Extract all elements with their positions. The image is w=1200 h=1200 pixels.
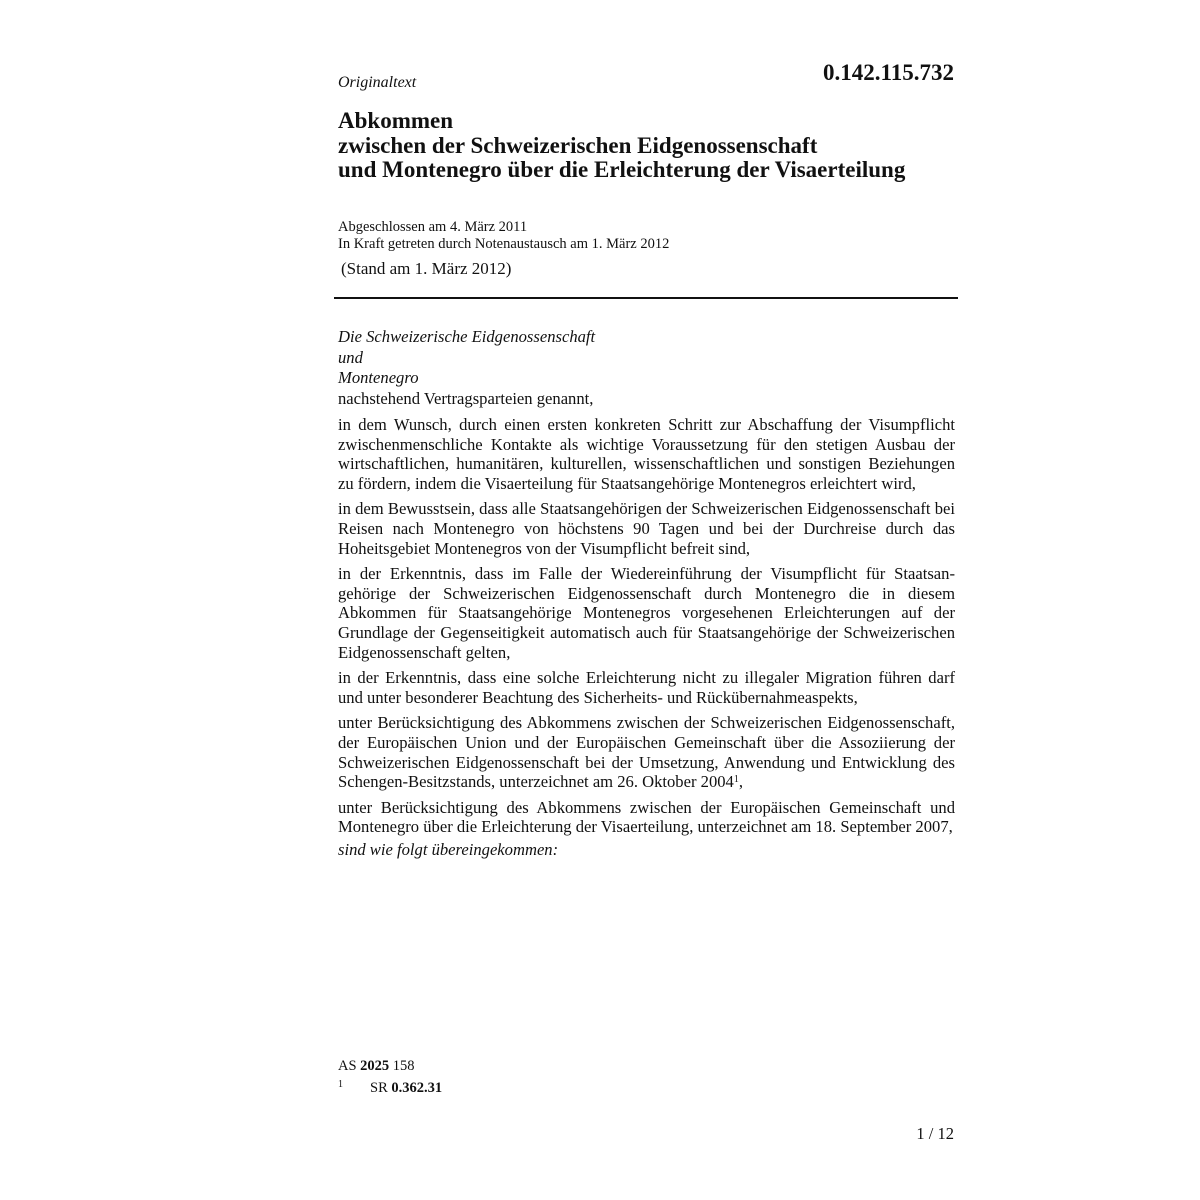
recital-1: in dem Wunsch, durch einen ersten konkreten Schritt zur Abschaffung der Visumpflicht zwischenmenschliche Kontakte als wichtige Voraussetzung für den stetigen Ausbau der wirtschaftlichen, humanitären, kulturellen, wissenschaftlichen und sonstigen Beziehungen zu fördern, indem die Visaerteilung für Staatsangehörige Montenegros erleichtert wird, bbox=[338, 415, 955, 493]
as-page: 158 bbox=[392, 1058, 415, 1074]
official-collection-reference bbox=[338, 1058, 415, 1075]
parties-designation: nachstehend Vertragsparteien genannt, bbox=[338, 388, 594, 408]
as-prefix: AS bbox=[338, 1058, 357, 1074]
footnote-1 bbox=[338, 1079, 442, 1097]
concluded-date: Abgeschlossen am 4. März 2011 bbox=[338, 219, 528, 235]
footnote-mark: 1 bbox=[338, 1079, 343, 1090]
title-line-1: Abkommen bbox=[338, 108, 454, 133]
recital-4: in der Erkenntnis, dass eine solche Erleichterung nicht zu illegaler Migration führen darf und unter besonderer Beachtung des Sicherheits- und Rückübernahmeaspekts, bbox=[338, 668, 955, 707]
recital-6: unter Berücksichtigung des Abkommens zwischen der Europäischen Gemeinschaft und Montenegro über die Erleichterung der Visaerteilung, unterzeichnet am 18. September 2007, bbox=[338, 797, 955, 837]
status-date: (Stand am 1. März 2012) bbox=[341, 259, 512, 278]
party-montenegro: Montenegro bbox=[338, 368, 419, 387]
party-conjunction: und bbox=[338, 347, 363, 367]
party-switzerland: Die Schweizerische Eidgenossenschaft bbox=[338, 327, 596, 346]
page-number: 1 / 12 bbox=[916, 1124, 954, 1143]
title-line-2: zwischen der Schweizerischen Eidgenossenschaft bbox=[338, 132, 818, 158]
recital-5-tail: , bbox=[738, 772, 743, 792]
recital-2: in dem Bewusstsein, dass alle Staatsangehörigen der Schweizerischen Eidgenossenschaft bei Reisen nach Montenegro von höchstens 90 Tagen und bei der Durchreise durch das Hoheitsgebiet Montenegros von der Visumpflicht befreit sind, bbox=[338, 499, 955, 558]
contracting-parties bbox=[338, 327, 955, 409]
document-meta bbox=[338, 219, 669, 252]
header-divider bbox=[334, 297, 958, 299]
recital-5 bbox=[338, 713, 955, 791]
closing-formula: sind wie folgt übereingekommen: bbox=[338, 839, 559, 859]
footnote-sr-number: 0.362.31 bbox=[391, 1080, 443, 1096]
footnote-reference[interactable]: 1 bbox=[733, 774, 739, 786]
preamble bbox=[338, 327, 955, 859]
sr-number: 0.142.115.732 bbox=[823, 60, 954, 85]
in-force-date: In Kraft getreten durch Notenaustausch am 1. März 2012 bbox=[338, 235, 670, 252]
recital-5-text: unter Berücksichtigung des Abkommens zwischen der Schweizerischen Eidgenossenschaft, der Europäischen Union und der Europäischen Gemeinschaft über die Assoziierung der Schweizerischen Eidgenossenschaft bei der Umsetzung, Anwendung und Entwicklung des Schengen-Besitzstands, unterzeichnet am 26. Oktober 2004 bbox=[338, 713, 955, 792]
as-year: 2025 bbox=[360, 1058, 390, 1074]
footnote-prefix: SR bbox=[370, 1080, 388, 1096]
document-title bbox=[338, 109, 978, 183]
title-line-3: und Montenegro über die Erleichterung der Visaerteilung bbox=[338, 157, 906, 182]
original-text-label: Originaltext bbox=[338, 74, 417, 91]
recital-3: in der Erkenntnis, dass im Falle der Wiedereinführung der Visumpflicht für Staatsangehörige der Schweizerischen Eidgenossenschaft durch Montenegro die in diesem Abkommen für Staatsangehörige Montenegros vorgesehenen Erleichterungen auf der Grundlage der Gegenseitigkeit automatisch auch für Staatsangehörige der Schweizerischen Eidgenossenschaft gelten, bbox=[338, 564, 955, 662]
